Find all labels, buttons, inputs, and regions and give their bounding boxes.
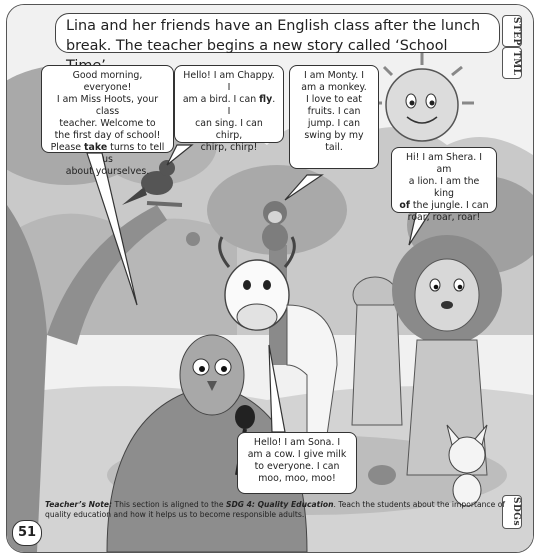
bubble-line: the first day of school! <box>54 130 161 141</box>
bubble-line: I am Miss Hoots, your class <box>56 94 159 117</box>
teacher-speech-bubble <box>41 65 174 177</box>
bubble-line <box>181 94 277 118</box>
bold-word-fly: fly <box>259 94 273 105</box>
bird-speech-bubble <box>174 65 284 153</box>
monkey-speech-bubble <box>289 65 379 169</box>
microphone-icon <box>235 405 255 429</box>
cat <box>447 425 487 506</box>
bubble-line: to everyone. I can <box>254 461 340 472</box>
lion-speech-bubble <box>391 147 497 223</box>
bubble-line: Good morning, everyone! <box>72 70 143 93</box>
bubble-line <box>398 200 490 212</box>
step-tab: STEP <box>502 15 522 47</box>
bold-word-take: take <box>84 142 108 153</box>
bubble-line: I am Monty. I <box>304 70 364 81</box>
bubble-line: roar, roar, roar! <box>407 212 481 223</box>
page-number: 51 <box>12 520 42 546</box>
note-text: . Teach the students about the importance of quality education and how it helps us to become responsible adults. <box>45 500 506 519</box>
bubble-text: turns to tell us <box>102 142 165 165</box>
bold-word-of: of <box>399 200 410 211</box>
bubble-text: Please <box>50 142 85 153</box>
bubble-text: . I <box>227 94 276 117</box>
bubble-line: am a monkey. <box>301 82 367 93</box>
frog <box>368 465 396 485</box>
intro-caption: Lina and her friends have an English class after the lunch break. The teacher begins a new story called ‘School <box>55 13 500 53</box>
bubble-line: Hello! I am Sona. I <box>253 437 341 448</box>
note-label: Teacher’s Note: <box>45 500 113 509</box>
note-text: This section is aligned to the <box>112 500 226 509</box>
bubble-line: Hello! I am Chappy. I <box>183 70 275 93</box>
bubble-line: am a cow. I give milk <box>247 449 347 460</box>
tml-tab: TML <box>502 47 522 79</box>
bubble-line: I love to eat <box>306 94 362 105</box>
bubble-text: the jungle. I can <box>409 200 489 211</box>
bubble-line: jump. I can <box>307 118 361 129</box>
bubble-line: about yourselves. <box>65 166 150 177</box>
bubble-line: swing by my tail. <box>304 130 364 153</box>
bubble-text: am a bird. I can <box>182 94 260 105</box>
note-highlight: SDG 4: Quality Education <box>225 500 334 509</box>
bee <box>186 232 200 246</box>
page-frame <box>6 4 534 553</box>
cow-speech-bubble <box>237 432 357 494</box>
sdgs-tab: SDGs <box>502 495 522 529</box>
bubble-line: fruits. I can <box>307 106 361 117</box>
bubble-line: Hi! I am Shera. I am <box>406 152 482 175</box>
bubble-line: chirp, chirp! <box>200 142 258 153</box>
bubble-line: a lion. I am the king <box>408 176 480 199</box>
bubble-line: moo, moo, moo! <box>258 473 336 484</box>
bubble-line <box>48 142 167 166</box>
teachers-note <box>45 500 515 520</box>
bubble-line: can sing. I can chirp, <box>195 118 263 141</box>
bubble-line: teacher. Welcome to <box>59 118 156 129</box>
